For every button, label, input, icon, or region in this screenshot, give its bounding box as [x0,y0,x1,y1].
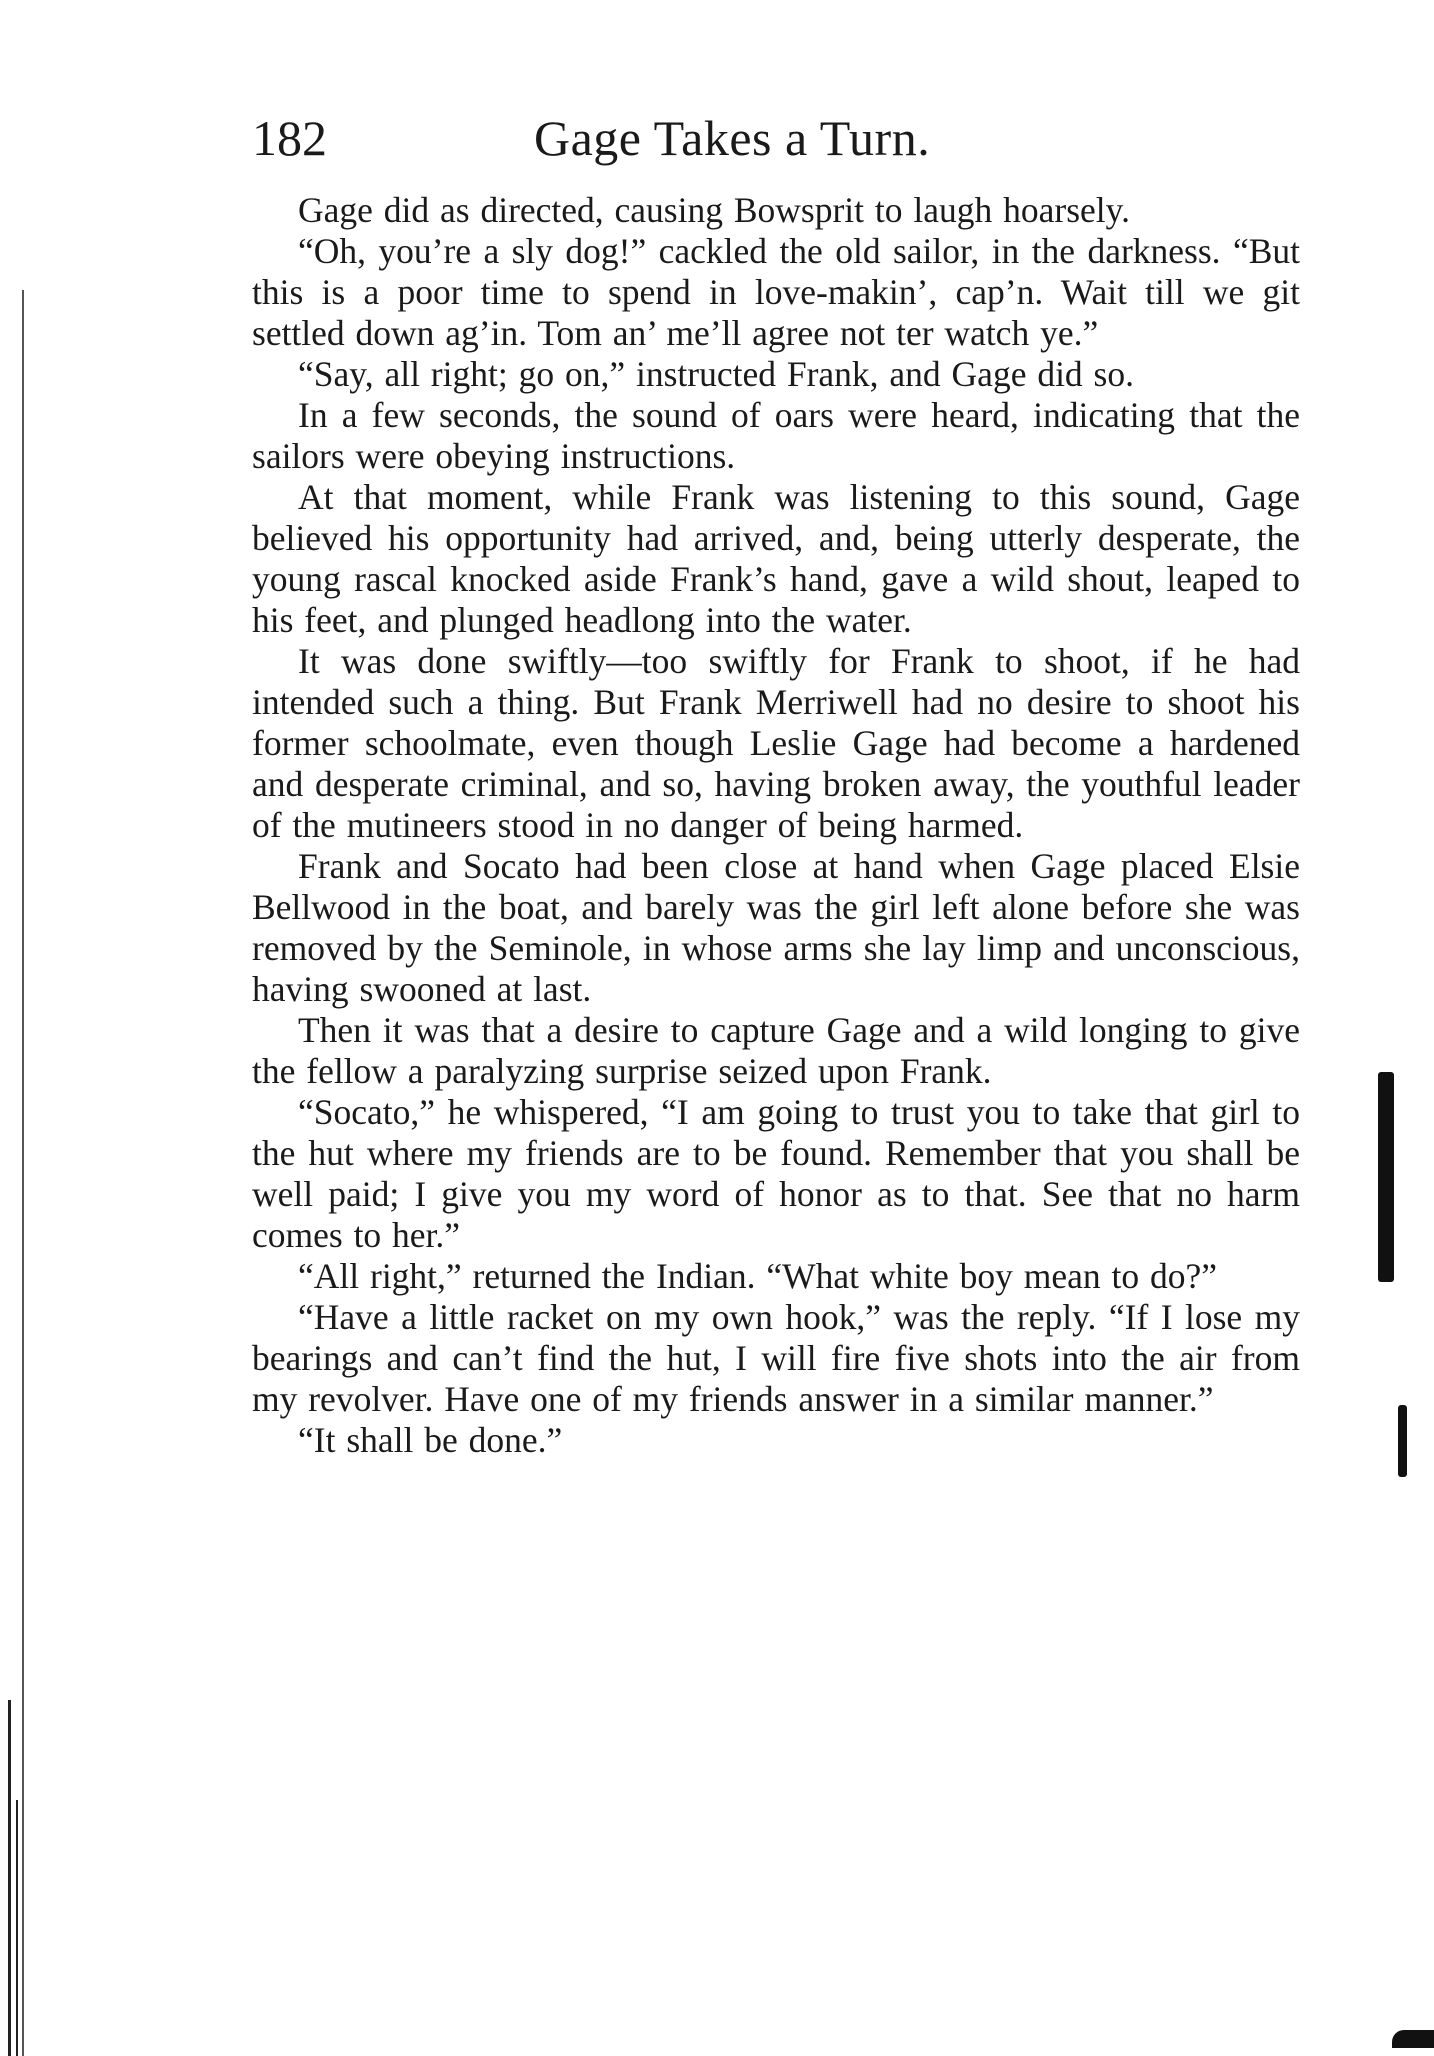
paragraph: Gage did as directed, causing Bowsprit to laugh hoarsely. [298,190,1130,230]
paragraph: “Socato,” he whispered, “I am going to trust you to take that girl to the hut where my friends are to be found. Remember that you shall be well paid; I give you my word of honor as to that. See that no harm comes to her.” [252,1092,1300,1255]
page-number: 182 [252,110,327,166]
paragraph: “It shall be done.” [298,1420,563,1460]
paragraph: “Say, all right; go on,” instructed Frank, and Gage did so. [298,354,1134,394]
paragraph: Then it was that a desire to capture Gage and a wild longing to give the fellow a paralyzing surprise seized upon Frank. [252,1010,1300,1091]
running-head: Gage Takes a Turn. [534,110,931,166]
paragraph: Frank and Socato had been close at hand when Gage placed Elsie Bellwood in the boat, and barely was the girl left alone before she was removed by the Seminole, in whose arms she lay limp and unconscious, having swooned at last. [252,846,1300,1009]
edge-mark [1378,1072,1394,1282]
paragraph: At that moment, while Frank was listening to this sound, Gage believed his opportunity had arrived, and, being utterly desperate, the young rascal knocked aside Frank’s hand, gave a wild shout, leaped to his feet, and plunged headlong into the water. [252,477,1300,640]
paragraph: In a few seconds, the sound of oars were heard, indicating that the sailors were obeying instructions. [252,395,1300,476]
paragraph: “All right,” returned the Indian. “What white boy mean to do?” [298,1256,1218,1296]
gutter-line [8,1700,11,2056]
paragraph: “Have a little racket on my own hook,” was the reply. “If I lose my bearings and can’t find the hut, I will fire five shots into the air from my revolver. Have one of my friends answer in a similar manner.” [252,1297,1300,1419]
gutter-line [22,290,24,2056]
edge-mark [1392,2030,1434,2048]
edge-mark [1398,1405,1407,1477]
gutter-line [16,1800,18,2056]
body-text [252,190,1300,1461]
page-header [252,108,1302,168]
paragraph: It was done swiftly—too swiftly for Frank to shoot, if he had intended such a thing. But Frank Merriwell had no desire to shoot his former schoolmate, even though Leslie Gage had become a hardened and desperate criminal, and so, having broken away, the youthful leader of the mutineers stood in no danger of being harmed. [252,641,1300,845]
paragraph: “Oh, you’re a sly dog!” cackled the old sailor, in the darkness. “But this is a poor time to spend in love-makin’, cap’n. Wait till we git settled down ag’in. Tom an’ me’ll agree not ter watch ye.” [252,231,1300,353]
